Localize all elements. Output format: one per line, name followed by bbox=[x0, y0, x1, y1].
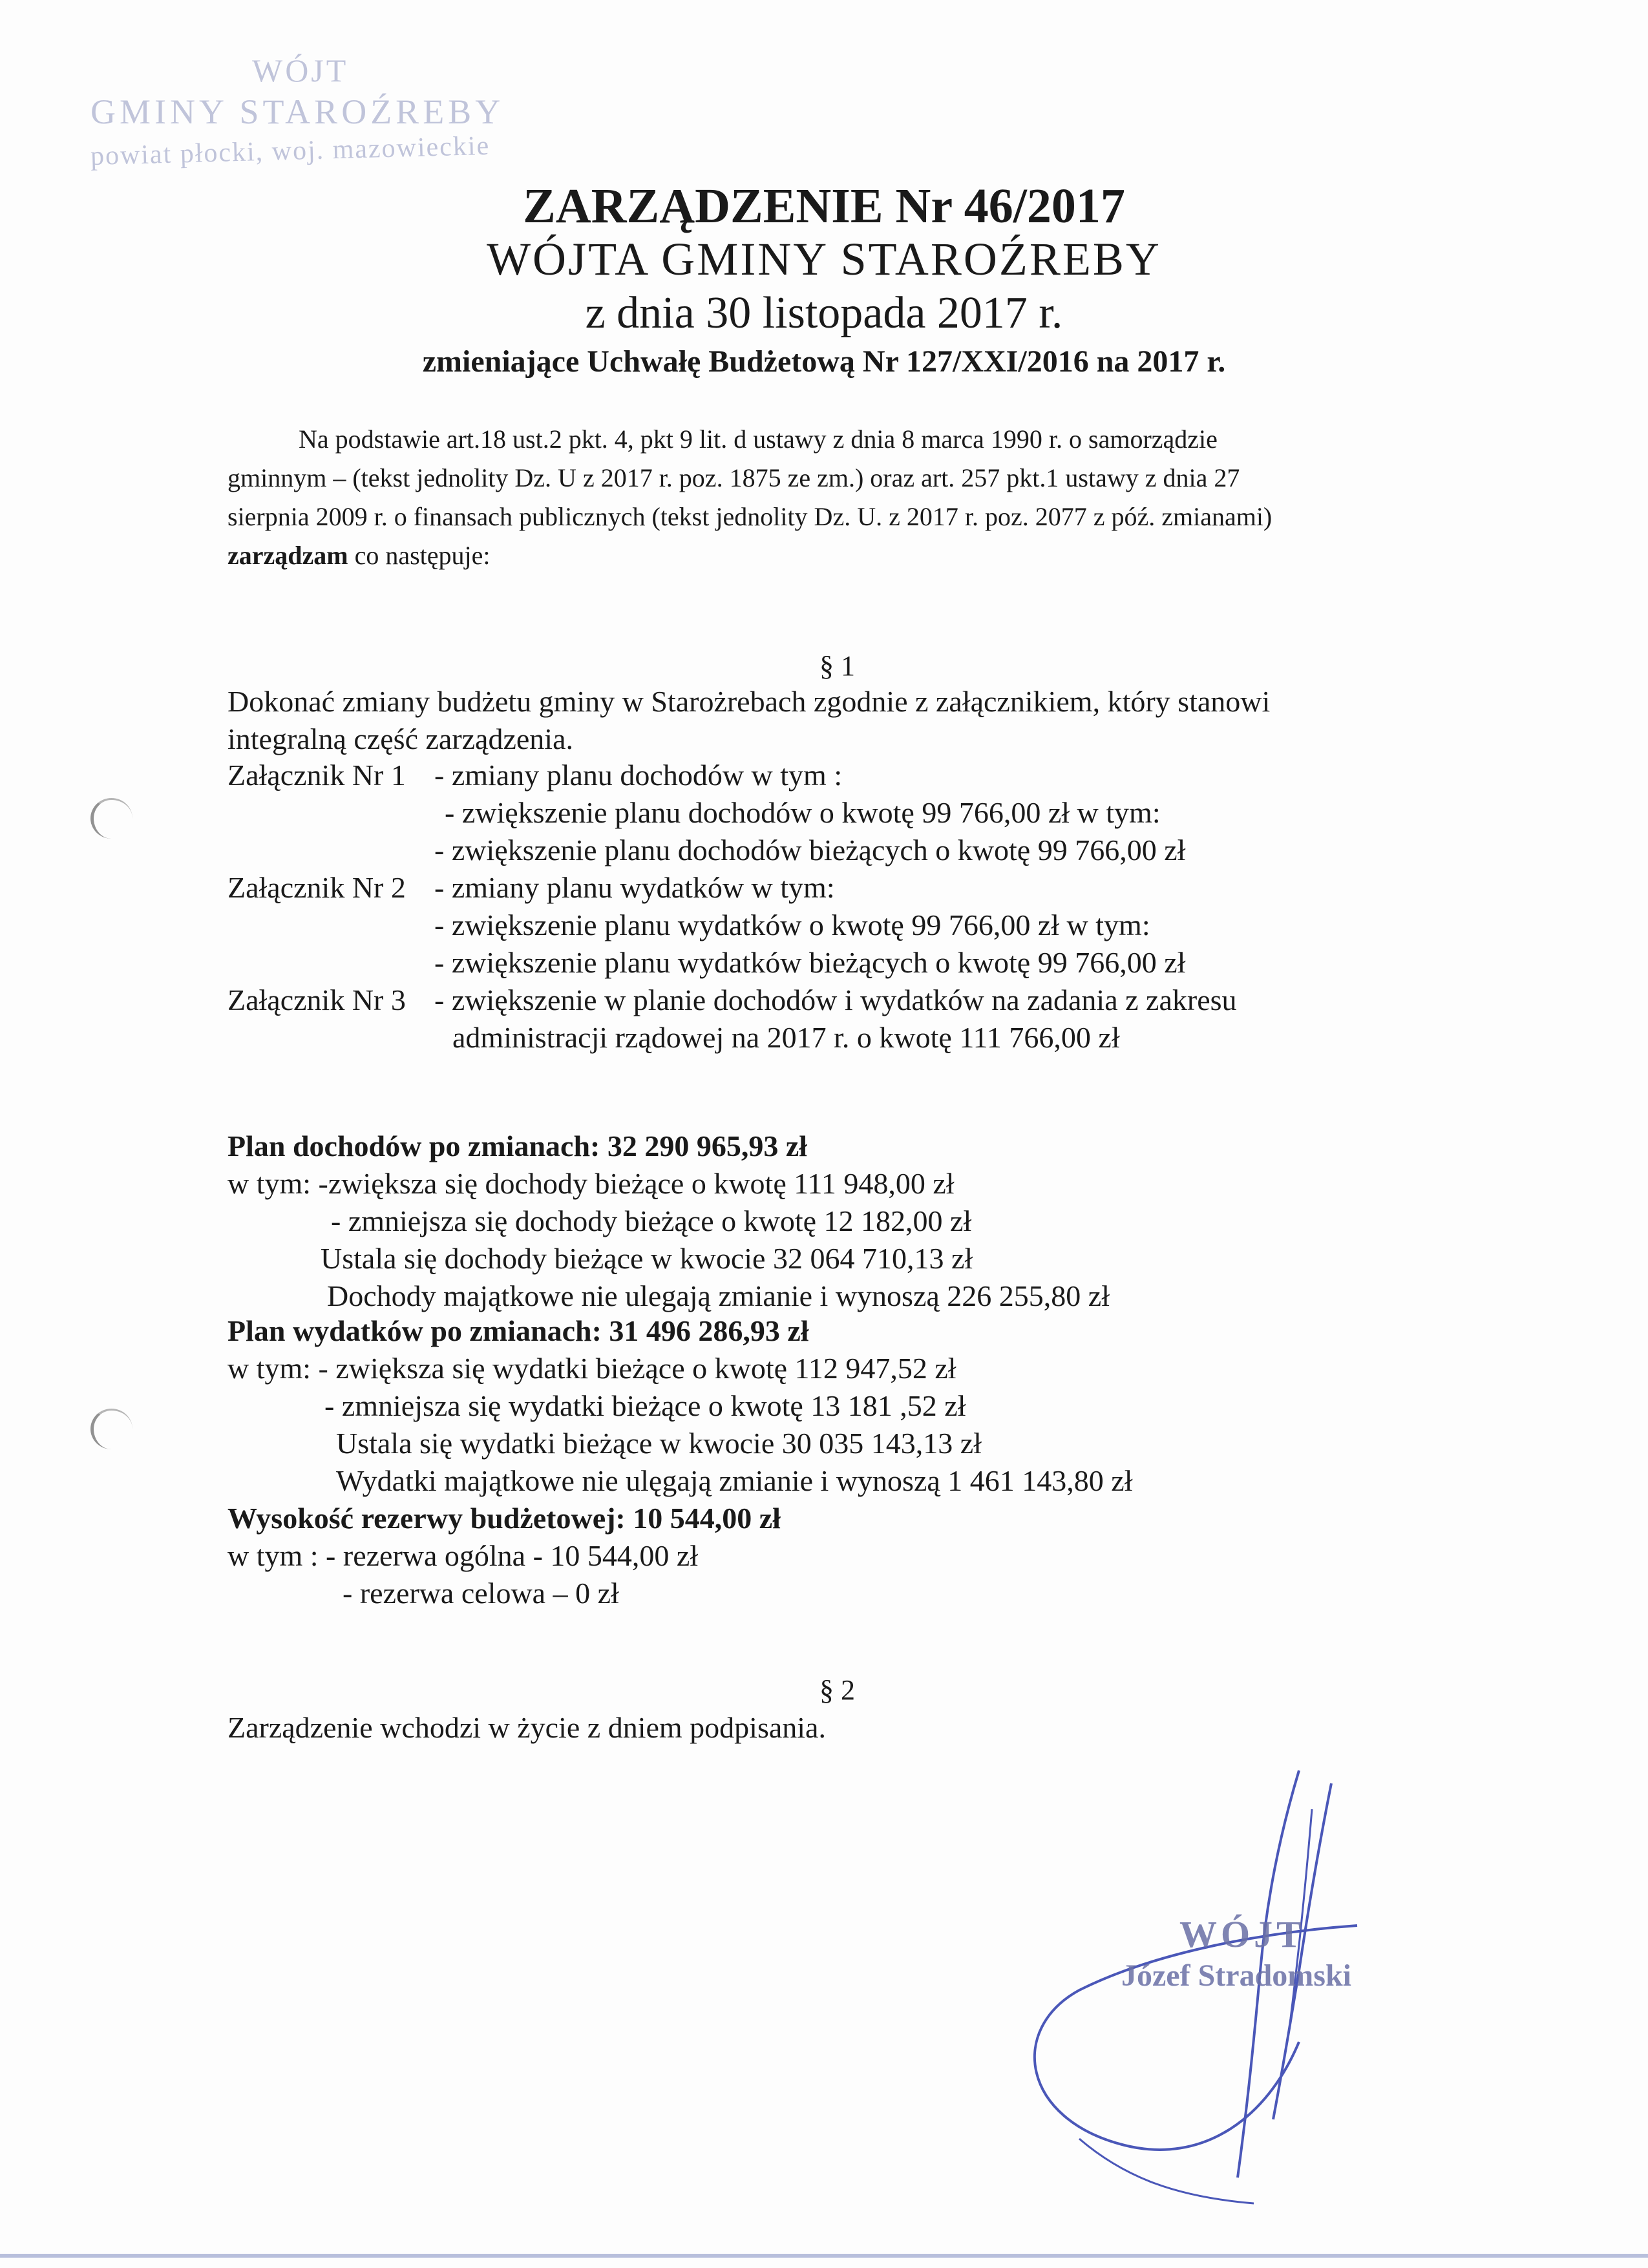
document-date: z dnia 30 listopada 2017 r. bbox=[585, 288, 1063, 338]
document-authority: WÓJTA GMINY STAROŹREBY bbox=[487, 233, 1161, 285]
expenses-line-3: Ustala się wydatki bieżące w kwocie 30 035 143,13 zł bbox=[336, 1427, 982, 1460]
punch-hole-mark bbox=[90, 1409, 132, 1449]
attachment-1-label: Załącznik Nr 1 bbox=[227, 759, 406, 792]
attachment-1-line-3: - zwiększenie planu dochodów bieżących o kwotę 99 766,00 zł bbox=[434, 834, 1186, 866]
expenses-line-4: Wydatki majątkowe nie ulęgają zmianie i wynoszą 1 461 143,80 zł bbox=[336, 1464, 1133, 1497]
budget-reserve-heading: Wysokość rezerwy budżetowej: 10 544,00 zł bbox=[227, 1502, 781, 1535]
attachment-3-label: Załącznik Nr 3 bbox=[227, 983, 406, 1016]
attachment-3-line-1: - zwiększenie w planie dochodów i wydatków na zadania z zakresu bbox=[434, 983, 1237, 1016]
attachment-1-line-1: - zmiany planu dochodów w tym : bbox=[434, 759, 843, 792]
punch-hole-mark bbox=[90, 798, 132, 839]
intro-line-2: gminnym – (tekst jednolity Dz. U z 2017 r. poz. 1875 ze zm.) oraz art. 257 pkt.1 ustawy z dnia 27 bbox=[227, 463, 1240, 492]
reserve-line-2: - rezerwa celowa – 0 zł bbox=[343, 1577, 619, 1610]
expenses-line-1: w tym: - zwiększa się wydatki bieżące o kwotę 112 947,52 zł bbox=[227, 1352, 956, 1385]
reserve-line-1: w tym : - rezerwa ogólna - 10 544,00 zł bbox=[227, 1539, 699, 1572]
intro-bold-word: zarządzam bbox=[227, 541, 348, 570]
section-2-text: Zarządzenie wchodzi w życie z dniem podpisania. bbox=[227, 1711, 826, 1744]
attachment-2-line-3: - zwiększenie planu wydatków bieżących o kwotę 99 766,00 zł bbox=[434, 946, 1186, 979]
income-plan-heading: Plan dochodów po zmianach: 32 290 965,93 zł bbox=[227, 1129, 808, 1162]
income-line-4: Dochody majątkowe nie ulegają zmianie i wynoszą 226 255,80 zł bbox=[327, 1279, 1110, 1312]
section-1-line-1: Dokonać zmiany budżetu gminy w Starożrebach zgodnie z załącznikiem, który stanowi bbox=[227, 685, 1271, 718]
document-subject: zmieniające Uchwałę Budżetową Nr 127/XXI/2016 na 2017 r. bbox=[422, 344, 1226, 379]
income-line-2: - zmniejsza się dochody bieżące o kwotę 12 182,00 zł bbox=[331, 1204, 972, 1237]
income-line-3: Ustala się dochody bieżące w kwocie 32 064 710,13 zł bbox=[321, 1242, 973, 1275]
signature-name: Józef Stradomski bbox=[1121, 1958, 1351, 1993]
section-1-symbol: § 1 bbox=[819, 650, 855, 682]
expenses-plan-heading: Plan wydatków po zmianach: 31 496 286,93 zł bbox=[227, 1314, 809, 1347]
intro-line-4 bbox=[227, 536, 1455, 575]
intro-line-4-rest: co następuje: bbox=[348, 541, 491, 570]
attachment-3-line-2: administracji rządowej na 2017 r. o kwotę 111 766,00 zł bbox=[452, 1021, 1120, 1054]
attachment-2-line-1: - zmiany planu wydatków w tym: bbox=[434, 871, 835, 904]
office-stamp bbox=[39, 52, 556, 181]
attachment-1-line-2: - zwiększenie planu dochodów o kwotę 99 766,00 zł w tym: bbox=[445, 796, 1161, 829]
stamp-line-2: GMINY STAROŹREBY bbox=[90, 92, 505, 131]
legal-basis-paragraph bbox=[227, 420, 1455, 575]
section-2-symbol: § 2 bbox=[819, 1674, 855, 1706]
document-title: ZARZĄDZENIE Nr 46/2017 bbox=[523, 179, 1125, 233]
income-line-1: w tym: -zwiększa się dochody bieżące o kwotę 111 948,00 zł bbox=[227, 1167, 955, 1200]
stamp-line-1: WÓJT bbox=[252, 52, 349, 89]
stamp-line-3: powiat płocki, woj. mazowieckie bbox=[90, 131, 491, 171]
attachment-2-line-2: - zwiększenie planu wydatków o kwotę 99 766,00 zł w tym: bbox=[434, 908, 1150, 941]
intro-line-1: Na podstawie art.18 ust.2 pkt. 4, pkt 9 lit. d ustawy z dnia 8 marca 1990 r. o samorządzie bbox=[299, 425, 1218, 454]
signature-title: WÓJT bbox=[1179, 1913, 1305, 1955]
expenses-line-2: - zmniejsza się wydatki bieżące o kwotę 13 181 ,52 zł bbox=[324, 1389, 966, 1422]
attachment-2-label: Załącznik Nr 2 bbox=[227, 871, 406, 904]
page-edge-line bbox=[0, 2254, 1648, 2258]
section-1-line-2: integralną część zarządzenia. bbox=[227, 722, 573, 755]
intro-line-3: sierpnia 2009 r. o finansach publicznych (tekst jednolity Dz. U. z 2017 r. poz. 2077 z póź. zmianami) bbox=[227, 502, 1273, 531]
